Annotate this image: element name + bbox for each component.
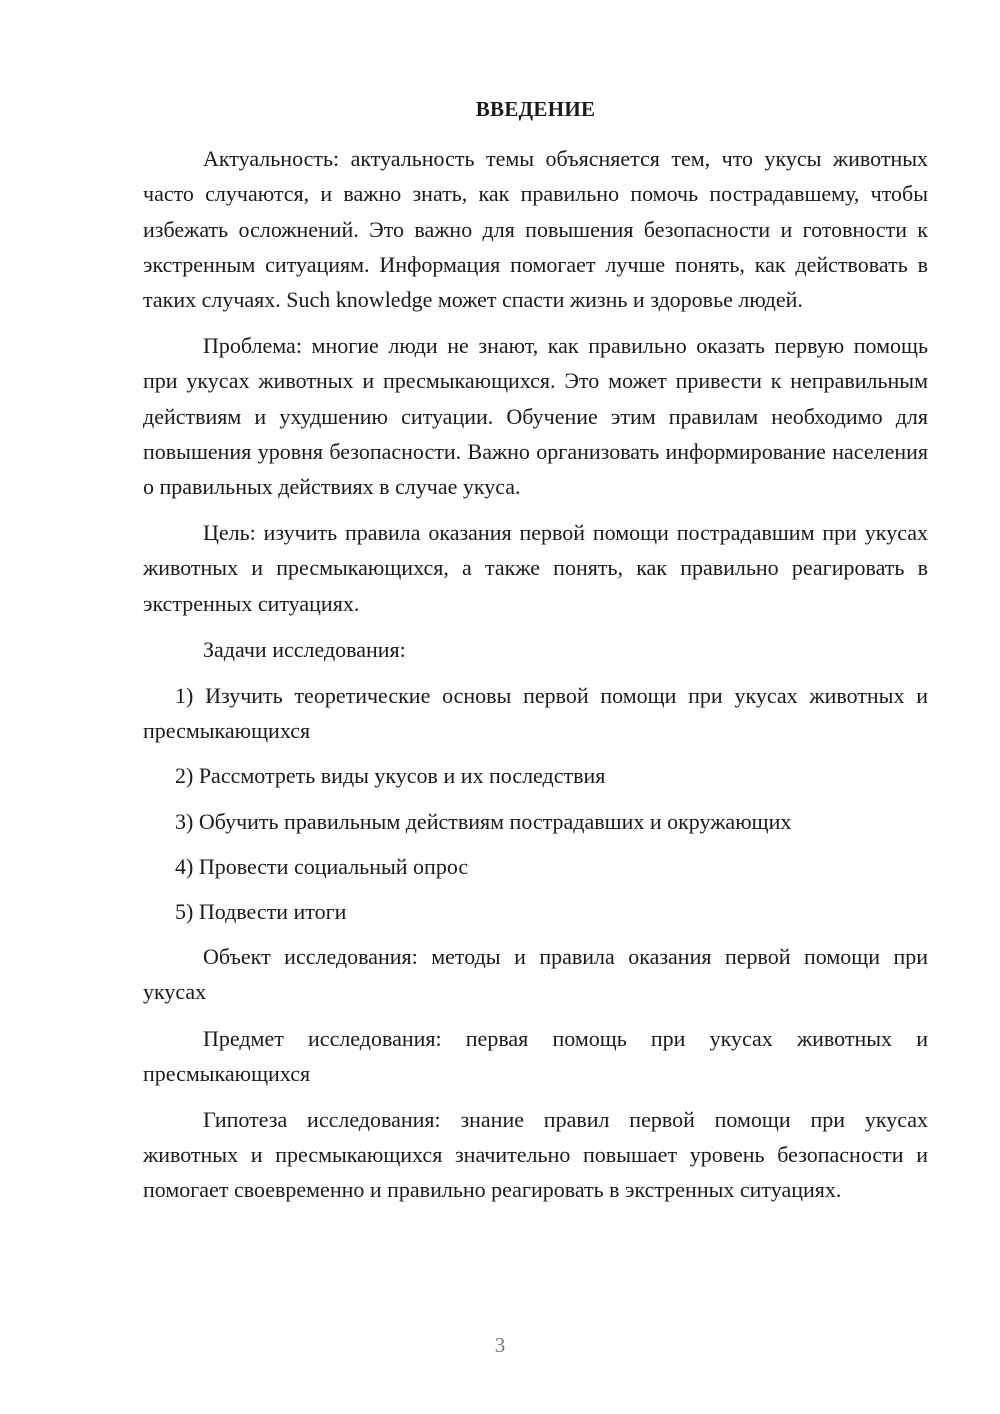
- object-paragraph: Объект исследования: методы и правила оказания первой помощи при укусах: [143, 944, 928, 1005]
- goal-paragraph: Цель: изучить правила оказания первой помощи пострадавшим при укусах животных и пресмыкающихся, а также понять, как правильно реагировать в экстренных ситуациях.: [143, 520, 928, 616]
- page-number: 3: [494, 1333, 506, 1357]
- section-title: ВВЕДЕНИЕ: [475, 97, 596, 121]
- document-page: [143, 92, 928, 1219]
- task-item-5: 5) Подвести итоги: [175, 899, 347, 925]
- task-item-2: 2) Рассмотреть виды укусов и их последствия: [175, 763, 606, 789]
- problem-paragraph: Проблема: многие люди не знают, как правильно оказать первую помощь при укусах животных и пресмыкающихся. Это может привести к неправильным действиям и ухудшению ситуации. Обучение этим правилам необходимо для повышения уровня безопасности. Важно организовать информирование населения о правильных действиях в случае укуса.: [143, 333, 928, 500]
- relevance-paragraph: Актуальность: актуальность темы объясняется тем, что укусы животных часто случаются, и важно знать, как правильно помочь пострадавшему, чтобы избежать осложнений. Это важно для повышения безопасности и готовности к экстренным ситуациям. Информация помогает лучше понять, как действовать в таких случаях. Such knowledge может спасти жизнь и здоровье людей.: [143, 146, 928, 313]
- subject-paragraph: Предмет исследования: первая помощь при укусах животных и пресмыкающихся: [143, 1025, 928, 1086]
- task-item-1: 1) Изучить теоретические основы первой помощи при укусах животных и пресмыкающихся: [143, 683, 928, 744]
- task-item-3: 3) Обучить правильным действиям пострадавших и окружающих: [175, 808, 792, 834]
- hypothesis-paragraph: Гипотеза исследования: знание правил первой помощи при укусах животных и пресмыкающихся значительно повышает уровень безопасности и помогает своевременно и правильно реагировать в экстренных ситуациях.: [143, 1107, 928, 1203]
- task-item-4: 4) Провести социальный опрос: [175, 853, 469, 879]
- tasks-heading: Задачи исследования:: [203, 636, 406, 662]
- tasks-list: [143, 678, 928, 929]
